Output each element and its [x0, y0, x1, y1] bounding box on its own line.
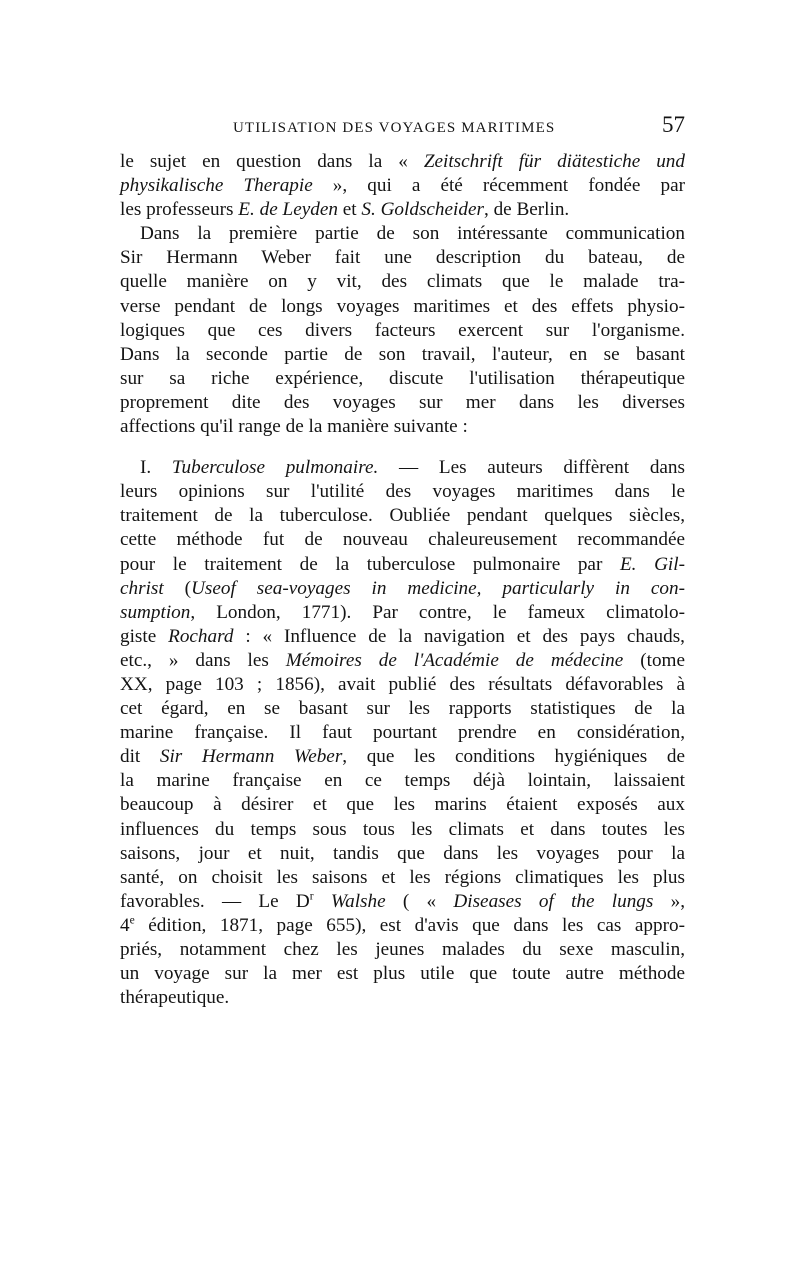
body-text	[120, 150, 685, 1010]
text-segment: , que les conditions hygiéniques de	[342, 746, 685, 768]
text-line	[120, 198, 685, 222]
text-segment: »,	[653, 890, 686, 912]
text-line	[120, 480, 685, 504]
italic-text: Useof sea-voyages in medicine, particularly in con-	[191, 577, 685, 599]
italic-text: christ	[120, 577, 164, 599]
running-head	[120, 112, 685, 142]
text-segment: Sir Hermann Weber fait une description du bateau, de	[120, 247, 685, 269]
text-segment: sur sa riche expérience, discute l'utilisation thérapeutique	[120, 367, 685, 389]
text-segment: influences du temps sous tous les climats et dans toutes les	[120, 818, 685, 840]
text-line	[120, 174, 685, 198]
italic-text: Sir Hermann Weber	[159, 746, 343, 768]
text-line	[120, 391, 685, 415]
italic-text: S. Goldscheider	[361, 199, 484, 221]
text-line	[120, 415, 685, 439]
text-line	[120, 504, 685, 528]
text-line	[120, 343, 685, 367]
text-segment: giste	[120, 625, 169, 647]
text-segment: dit	[120, 746, 160, 768]
text-segment: cet égard, en se basant sur les rapports statistiques de la	[120, 698, 685, 720]
text-segment: quelle manière on y vit, des climats que le malade tra-	[120, 271, 685, 293]
running-title: UTILISATION DES VOYAGES MARITIMES	[233, 120, 556, 136]
text-line	[120, 246, 685, 270]
italic-text: Zeitschrift für diätestiche und	[423, 151, 685, 172]
text-segment: (	[163, 577, 192, 599]
text-line	[120, 577, 685, 601]
text-segment: logiques que ces divers facteurs exercent sur l'organisme.	[120, 319, 685, 341]
text-line	[120, 295, 685, 319]
italic-text: Walshe	[330, 890, 386, 912]
text-segment: 4	[120, 914, 130, 936]
text-line	[120, 553, 685, 577]
italic-text: Rochard	[168, 625, 234, 647]
italic-text: E. Gil-	[619, 553, 685, 575]
text-line	[120, 601, 685, 625]
text-segment: Dans la première partie de son intéressante communication	[140, 223, 685, 245]
text-segment: , de Berlin.	[483, 199, 570, 221]
text-segment	[314, 891, 331, 912]
text-line	[120, 986, 685, 1010]
text-segment: cette méthode fut de nouveau chaleureusement recommandée	[120, 529, 685, 551]
italic-text: Mémoires de l'Académie de médecine	[285, 649, 624, 671]
text-line	[120, 270, 685, 294]
text-segment: », qui a été récemment fondée par	[312, 175, 685, 197]
text-segment: pour le traitement de la tuberculose pulmonaire par	[120, 553, 620, 575]
text-segment: (tome	[623, 649, 685, 671]
text-line	[120, 367, 685, 391]
text-line	[120, 456, 685, 480]
text-segment: beaucoup à désirer et que les marins étaient exposés aux	[120, 794, 685, 816]
text-line	[120, 914, 685, 938]
italic-text: Tuberculose pulmonaire.	[171, 457, 379, 479]
text-line	[120, 721, 685, 745]
text-line	[120, 818, 685, 842]
text-segment: affections qu'il range de la manière suivante :	[120, 416, 468, 438]
text-line	[120, 625, 685, 649]
text-segment: la marine française en ce temps déjà lointain, laissaient	[120, 770, 685, 792]
text-line	[120, 150, 685, 174]
italic-text: physikalische Therapie	[120, 175, 313, 197]
text-segment: leurs opinions sur l'utilité des voyages maritimes dans le	[120, 481, 685, 503]
italic-text: sumption	[120, 601, 191, 623]
text-line	[120, 793, 685, 817]
italic-text: Diseases of the lungs	[453, 890, 654, 912]
text-segment: ( «	[385, 890, 454, 912]
page-number: 57	[662, 112, 685, 137]
text-line	[120, 697, 685, 721]
text-segment: I.	[140, 457, 172, 479]
text-line	[120, 769, 685, 793]
text-segment: un voyage sur la mer est plus utile que toute autre méthode	[120, 963, 685, 985]
text-segment: priés, notamment chez les jeunes malades du sexe masculin,	[120, 939, 685, 960]
text-line	[120, 866, 685, 890]
text-segment: et	[337, 199, 362, 221]
text-segment: saisons, jour et nuit, tandis que dans les voyages pour la	[120, 842, 685, 864]
text-segment: santé, on choisit les saisons et les régions climatiques les plus	[120, 866, 685, 888]
text-segment: : « Influence de la navigation et des pays chauds,	[233, 625, 685, 647]
superscript: e	[129, 914, 135, 927]
text-segment: traitement de la tuberculose. Oubliée pendant quelques siècles,	[120, 505, 685, 527]
superscript: r	[309, 890, 314, 903]
text-segment: Dans la seconde partie de son travail, l'auteur, en se basant	[120, 343, 685, 365]
text-line	[120, 745, 685, 769]
text-segment: XX, page 103 ; 1856), avait publié des résultats défavorables à	[120, 673, 685, 695]
text-line	[120, 319, 685, 343]
text-segment: proprement dite des voyages sur mer dans les diverses	[120, 391, 685, 413]
text-line	[120, 222, 685, 246]
text-segment: marine française. Il faut pourtant prendre en considération,	[120, 722, 685, 744]
text-line	[120, 673, 685, 697]
text-line	[120, 649, 685, 673]
text-line	[120, 528, 685, 552]
text-line	[120, 890, 685, 914]
italic-text: E. de Leyden	[238, 199, 338, 221]
text-segment: thérapeutique.	[120, 987, 230, 1009]
text-segment: les professeurs	[120, 199, 239, 221]
text-segment: , London, 1771). Par contre, le fameux climatolo-	[190, 601, 685, 623]
text-line	[120, 962, 685, 986]
text-segment: édition, 1871, page 655), est d'avis que dans les cas appro-	[134, 914, 685, 936]
text-line	[120, 842, 685, 866]
text-segment: — Les auteurs diffèrent dans	[378, 457, 685, 479]
text-segment: le sujet en question dans la «	[120, 151, 424, 172]
text-line	[120, 938, 685, 962]
text-segment: favorables. — Le D	[120, 890, 310, 912]
text-segment: verse pendant de longs voyages maritimes et des effets physio-	[120, 295, 685, 317]
text-segment: etc., » dans les	[120, 649, 286, 671]
